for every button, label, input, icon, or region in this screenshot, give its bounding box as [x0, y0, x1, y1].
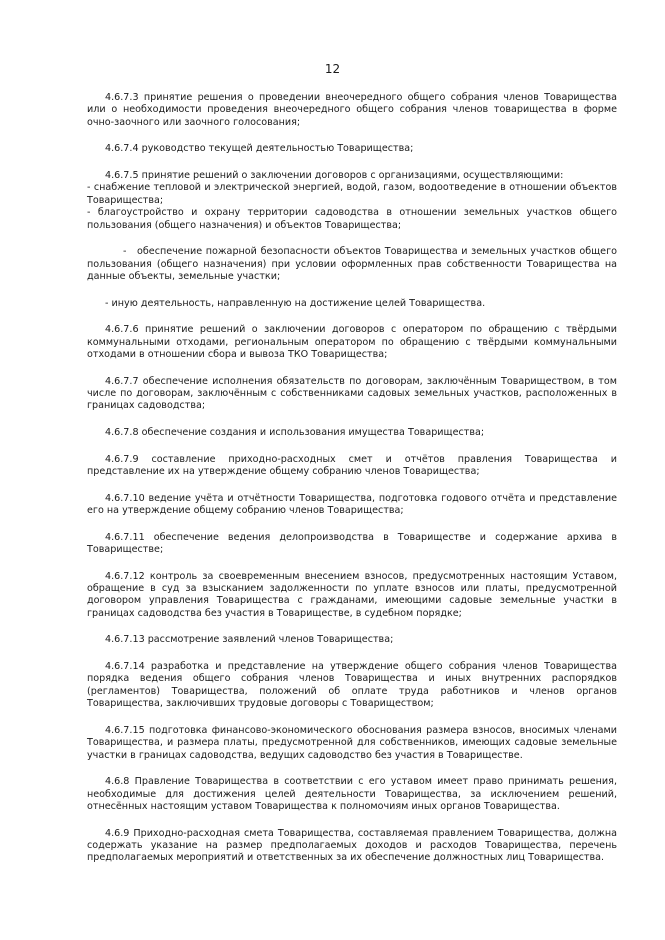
paragraph-4-6-8: 4.6.8 Правление Товарищества в соответствии с его уставом имеет право принимать решения, необходимые для достижения целей деятельности Товарищества, за исключением решений, отнесённых настоящим уставом Товарищества к полномочиям иных органов Товарищества. — [87, 776, 617, 813]
paragraph-4-6-7-6: 4.6.7.6 принятие решений о заключении договоров с оператором по обращению с твёрдыми коммунальными отходами, региональным оператором по обращению с твёрдыми коммунальными отходами в отношении сбора и вывоза ТКО Товарищества; — [87, 324, 617, 361]
list-item-supply: - снабжение тепловой и электрической энергией, водой, газом, водоотведение в отношении объектов Товарищества; — [87, 182, 617, 206]
paragraph-4-6-7-3: 4.6.7.3 принятие решения о проведении внеочередного общего собрания членов Товарищества или о необходимости проведения внеочередного общего собрания членов товарищества в форме очно-заочного или заочного голосования; — [87, 92, 617, 128]
paragraph-4-6-7-5-lead: 4.6.7.5 принятие решений о заключении договоров с организациями, осуществляющими: — [105, 170, 564, 181]
paragraph-4-6-9: 4.6.9 Приходно-расходная смета Товарищества, составляемая правлением Товарищества, должна содержать указание на размер предполагаемых доходов и расходов Товарищества, перечень предполагаемых мероприятий и ответственных за их обеспечение должностных лиц Товарищества. — [87, 827, 617, 864]
paragraph-other-activity: - иную деятельность, направленную на достижение целей Товарищества. — [105, 297, 486, 309]
paragraph-4-6-7-4: 4.6.7.4 руководство текущей деятельностью Товарищества; — [105, 143, 414, 155]
paragraph-4-6-7-12: 4.6.7.12 контроль за своевременным внесением взносов, предусмотренных настоящим Уставом, обращение в суд за взысканием задолженности по уплате взносов или платы, предусмотренной договором управления Товарищества с гражданами, имеющими садовые земельные участки в границах садоводства без участия в Товариществе, в судебном порядке; — [87, 570, 617, 619]
paragraph-4-6-7-14: 4.6.7.14 разработка и представление на утверждение общего собрания членов Товарищества порядка ведения общего собрания членов Товарищества и иных внутренних распорядков (регламентов) Товарищества, положений об оплате труда работников и членов органов Товарищества, заключивших трудовые договоры с Товариществом; — [87, 661, 617, 710]
list-item-improvement: - благоустройство и охрану территории садоводства в отношении земельных участков общего пользования (общего назначения) и объектов Товарищества; — [87, 207, 617, 231]
paragraph-4-6-7-9: 4.6.7.9 составление приходно-расходных смет и отчётов правления Товарищества и представление их на утверждение общему собранию членов Товарищества; — [87, 453, 617, 478]
list-dash: - — [123, 246, 127, 258]
paragraph-4-6-7-8: 4.6.7.8 обеспечение создания и использования имущества Товарищества; — [105, 427, 485, 439]
paragraph-4-6-7-10: 4.6.7.10 ведение учёта и отчётности Товарищества, подготовка годового отчёта и представление его на утверждение общему собранию членов Товарищества; — [87, 492, 617, 517]
paragraph-4-6-7-11: 4.6.7.11 обеспечение ведения делопроизводства в Товариществе и содержание архива в Товариществе; — [87, 531, 617, 556]
paragraph-4-6-7-15: 4.6.7.15 подготовка финансово-экономического обоснования размера взносов, вносимых членами Товарищества, и размера платы, предусмотренной для собственников, имеющих садовые земельные участки в границах садоводства, ведущих садоводство без участия в Товариществе. — [87, 724, 617, 761]
paragraph-4-6-7-13: 4.6.7.13 рассмотрение заявлений членов Товарищества; — [105, 634, 394, 646]
page-number: 12 — [324, 62, 341, 76]
document-body — [87, 92, 617, 879]
paragraph-4-6-7-7: 4.6.7.7 обеспечение исполнения обязательств по договорам, заключённым Товариществом, в том числе по договорам, заключённым с собственниками садовых земельных участков, расположенных в границах садоводства; — [87, 375, 617, 412]
paragraph-fire-safety — [87, 246, 617, 283]
paragraph-fire-safety-text: обеспечение пожарной безопасности объектов Товарищества и земельных участков общего пользования (общего назначения) при условии оформленных прав собственности Товарищества на данные объекты, земельные участки; — [87, 246, 617, 283]
paragraph-4-6-7-5 — [87, 170, 617, 232]
